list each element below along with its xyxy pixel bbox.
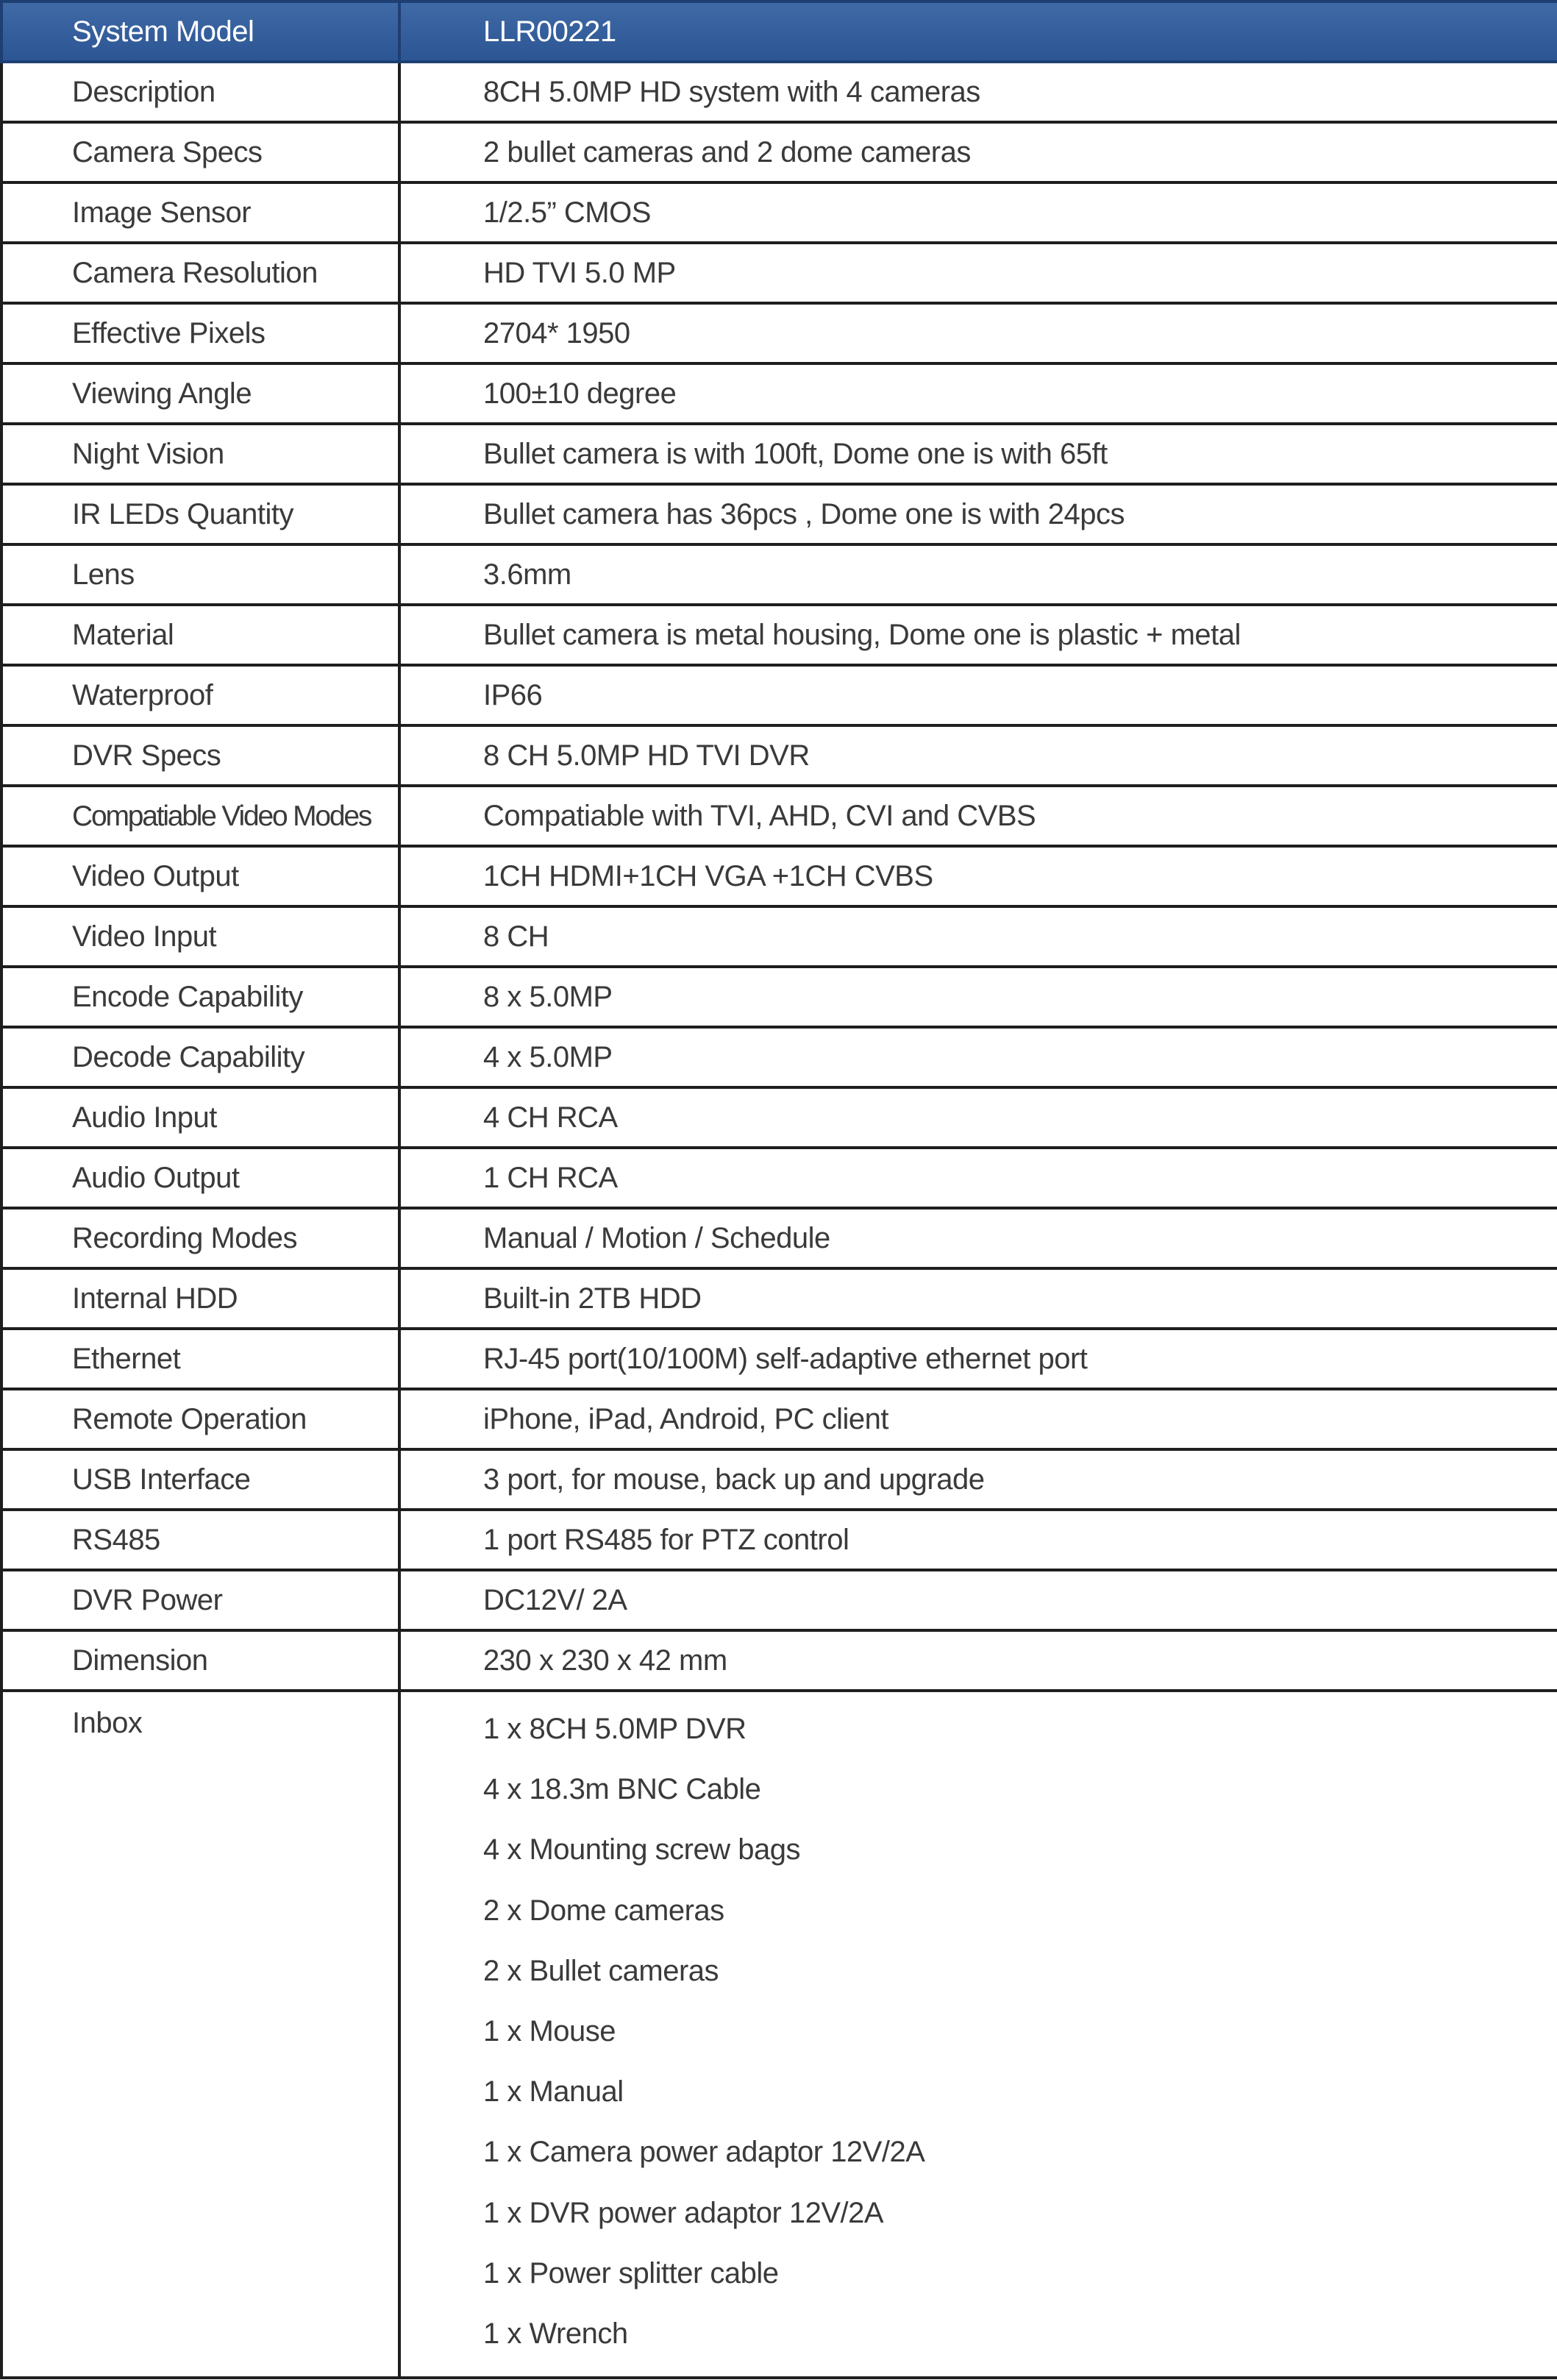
row-label: Image Sensor: [1, 182, 399, 243]
row-label: Recording Modes: [1, 1208, 399, 1268]
row-label: Compatiable Video Modes: [1, 786, 399, 846]
row-value: 4 CH RCA: [399, 1087, 1557, 1148]
row-label: Material: [1, 605, 399, 665]
row-label: DVR Specs: [1, 725, 399, 786]
row-label: Video Output: [1, 846, 399, 906]
row-value: 8 x 5.0MP: [399, 967, 1557, 1027]
inbox-items: [399, 1691, 1557, 2378]
row-value: Bullet camera has 36pcs , Dome one is with 24pcs: [399, 484, 1557, 544]
row-value: HD TVI 5.0 MP: [399, 243, 1557, 303]
row-label: Decode Capability: [1, 1027, 399, 1087]
row-label: Camera Resolution: [1, 243, 399, 303]
inbox-item: 2 x Bullet cameras: [483, 1954, 719, 1987]
row-label: Description: [1, 62, 399, 122]
row-value: 3.6mm: [399, 544, 1557, 605]
table-row: [1, 484, 1557, 544]
table-row: [1, 605, 1557, 665]
inbox-item: 1 x Power splitter cable: [483, 2256, 779, 2290]
table-row: [1, 1630, 1557, 1691]
row-label: Dimension: [1, 1630, 399, 1691]
inbox-item: 2 x Dome cameras: [483, 1894, 724, 1927]
table-row: [1, 967, 1557, 1027]
table-row: [1, 1148, 1557, 1208]
row-value: iPhone, iPad, Android, PC client: [399, 1389, 1557, 1449]
table-row: [1, 544, 1557, 605]
row-value: Bullet camera is with 100ft, Dome one is with 65ft: [399, 424, 1557, 484]
table-row: [1, 122, 1557, 182]
table-row: [1, 1510, 1557, 1570]
inbox-item: 1 x DVR power adaptor 12V/2A: [483, 2196, 884, 2229]
row-label: Camera Specs: [1, 122, 399, 182]
row-label: Lens: [1, 544, 399, 605]
row-value: 4 x 5.0MP: [399, 1027, 1557, 1087]
row-label: Internal HDD: [1, 1268, 399, 1329]
table-row: [1, 1449, 1557, 1510]
table-row: [1, 243, 1557, 303]
row-label: USB Interface: [1, 1449, 399, 1510]
header-label: System Model: [1, 1, 399, 62]
row-label: Remote Operation: [1, 1389, 399, 1449]
table-row: [1, 1268, 1557, 1329]
row-value: Built-in 2TB HDD: [399, 1268, 1557, 1329]
row-value: 1/2.5” CMOS: [399, 182, 1557, 243]
row-value: 2 bullet cameras and 2 dome cameras: [399, 122, 1557, 182]
row-value: DC12V/ 2A: [399, 1570, 1557, 1630]
row-value: Bullet camera is metal housing, Dome one is plastic + metal: [399, 605, 1557, 665]
table-row: [1, 1570, 1557, 1630]
inbox-item: 1 x Manual: [483, 2075, 624, 2109]
table-row: [1, 1389, 1557, 1449]
table-row: [1, 906, 1557, 967]
row-label: RS485: [1, 1510, 399, 1570]
row-label: Audio Input: [1, 1087, 399, 1148]
inbox-item: 1 x Camera power adaptor 12V/2A: [483, 2136, 925, 2169]
row-label: IR LEDs Quantity: [1, 484, 399, 544]
inbox-row: [1, 1691, 1557, 2378]
table-row: [1, 424, 1557, 484]
table-row: [1, 1087, 1557, 1148]
row-label: DVR Power: [1, 1570, 399, 1630]
row-value: IP66: [399, 665, 1557, 725]
table-row: [1, 786, 1557, 846]
row-value: 8 CH 5.0MP HD TVI DVR: [399, 725, 1557, 786]
row-label: Viewing Angle: [1, 363, 399, 424]
row-label: Effective Pixels: [1, 303, 399, 363]
table-row: [1, 846, 1557, 906]
row-label: Audio Output: [1, 1148, 399, 1208]
row-value: Compatiable with TVI, AHD, CVI and CVBS: [399, 786, 1557, 846]
table-row: [1, 62, 1557, 122]
row-label: Encode Capability: [1, 967, 399, 1027]
inbox-item: 1 x Mouse: [483, 2014, 616, 2047]
row-value: 1 port RS485 for PTZ control: [399, 1510, 1557, 1570]
row-label: Night Vision: [1, 424, 399, 484]
table-row: [1, 665, 1557, 725]
row-value: 1CH HDMI+1CH VGA +1CH CVBS: [399, 846, 1557, 906]
row-value: 230 x 230 x 42 mm: [399, 1630, 1557, 1691]
inbox-label: Inbox: [1, 1691, 399, 2378]
table-row: [1, 363, 1557, 424]
header-value: LLR00221: [399, 1, 1557, 62]
inbox-item: 1 x Wrench: [483, 2317, 628, 2350]
row-value: 8 CH: [399, 906, 1557, 967]
row-value: 1 CH RCA: [399, 1148, 1557, 1208]
inbox-item: 1 x 8CH 5.0MP DVR: [483, 1713, 747, 1745]
row-value: 100±10 degree: [399, 363, 1557, 424]
row-label: Video Input: [1, 906, 399, 967]
inbox-item: 4 x Mounting screw bags: [483, 1833, 800, 1866]
table-row: [1, 725, 1557, 786]
table-row: [1, 1208, 1557, 1268]
row-value: RJ-45 port(10/100M) self-adaptive ethernet port: [399, 1329, 1557, 1389]
table-row: [1, 1027, 1557, 1087]
table-row: [1, 303, 1557, 363]
inbox-item: 4 x 18.3m BNC Cable: [483, 1773, 761, 1806]
row-value: 2704* 1950: [399, 303, 1557, 363]
row-label: Ethernet: [1, 1329, 399, 1389]
table-row: [1, 1329, 1557, 1389]
row-value: 8CH 5.0MP HD system with 4 cameras: [399, 62, 1557, 122]
row-value: Manual / Motion / Schedule: [399, 1208, 1557, 1268]
table-row: [1, 182, 1557, 243]
table-header-row: [1, 1, 1557, 62]
row-label: Waterproof: [1, 665, 399, 725]
row-value: 3 port, for mouse, back up and upgrade: [399, 1449, 1557, 1510]
